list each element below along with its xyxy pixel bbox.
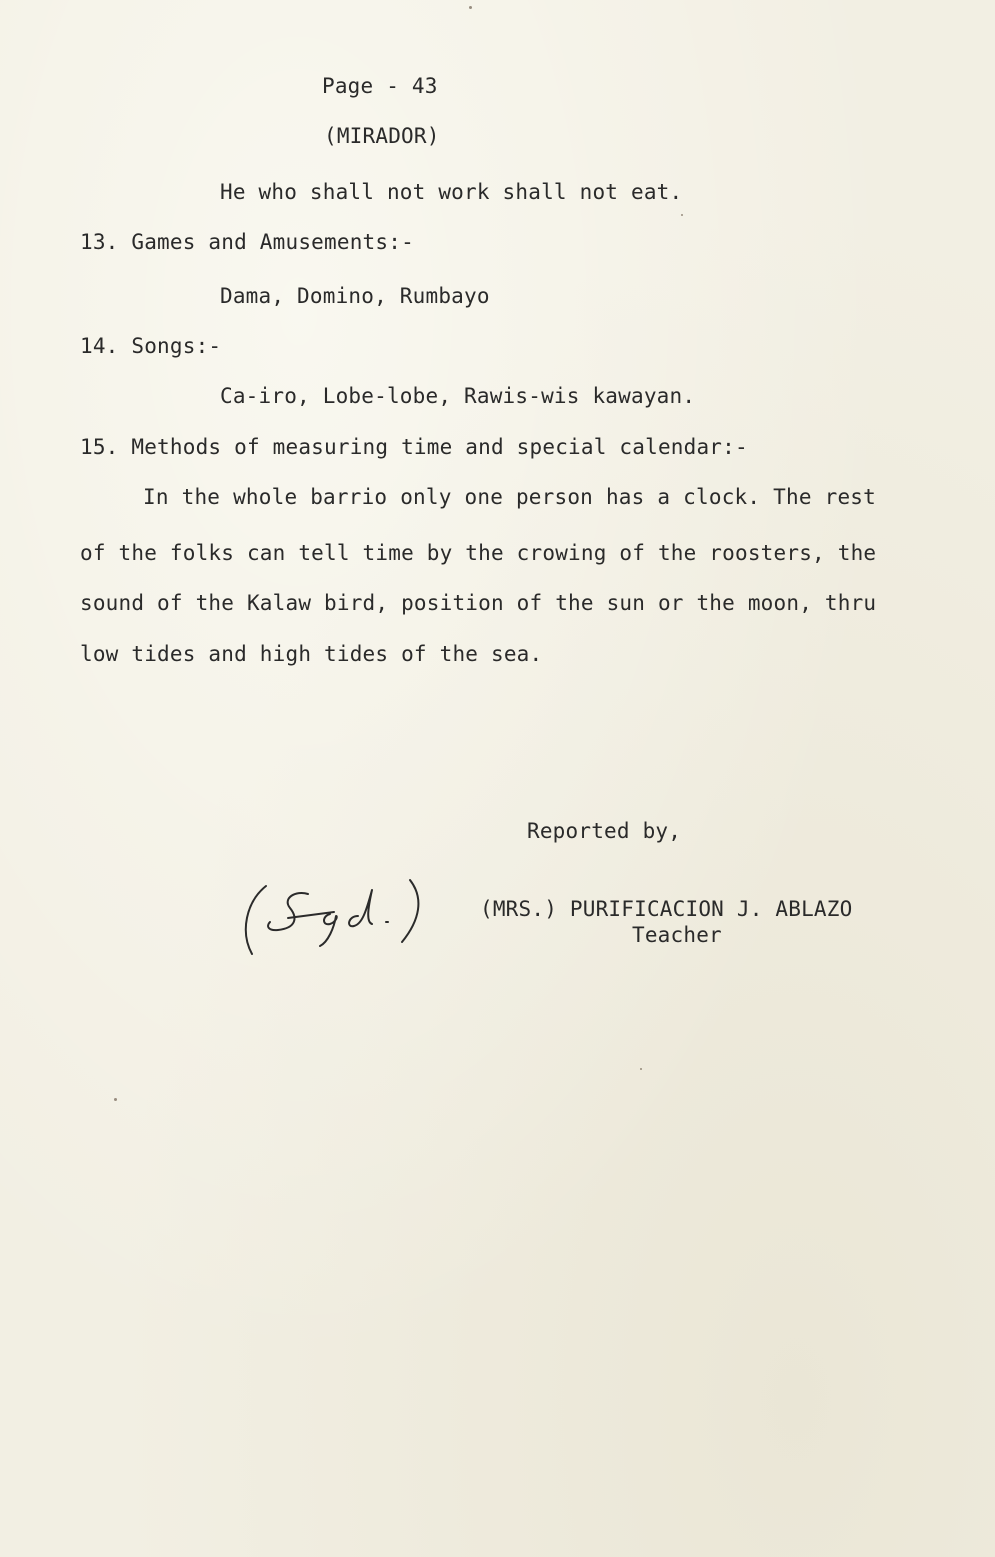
proverb: He who shall not work shall not eat. (220, 180, 683, 204)
item-13-heading: 13. Games and Amusements:- (80, 230, 414, 254)
item-13-content: Dama, Domino, Rumbayo (220, 284, 490, 308)
paper-speck (114, 1098, 117, 1101)
reporter-name: (MRS.) PURIFICACION J. ABLAZO (480, 897, 853, 921)
paragraph-line: sound of the Kalaw bird, position of the sun or the moon, thru (80, 591, 877, 615)
paper-speck (469, 6, 472, 9)
item-14-content: Ca-iro, Lobe-lobe, Rawis-wis kawayan. (220, 384, 696, 408)
place-heading: (MIRADOR) (324, 124, 440, 148)
item-15-heading: 15. Methods of measuring time and special calendar:- (80, 435, 748, 459)
paragraph-line: low tides and high tides of the sea. (80, 642, 543, 666)
paper-speck (681, 214, 683, 216)
paragraph-line: of the folks can tell time by the crowing of the roosters, the (80, 541, 877, 565)
paper-speck (640, 1068, 642, 1070)
reporter-title: Teacher (632, 923, 722, 947)
page-number: Page - 43 (322, 74, 438, 98)
reported-by: Reported by, (527, 819, 682, 843)
signature-mark (238, 872, 438, 962)
paragraph-line: In the whole barrio only one person has a clock. The rest (143, 485, 876, 509)
item-14-heading: 14. Songs:- (80, 334, 222, 358)
